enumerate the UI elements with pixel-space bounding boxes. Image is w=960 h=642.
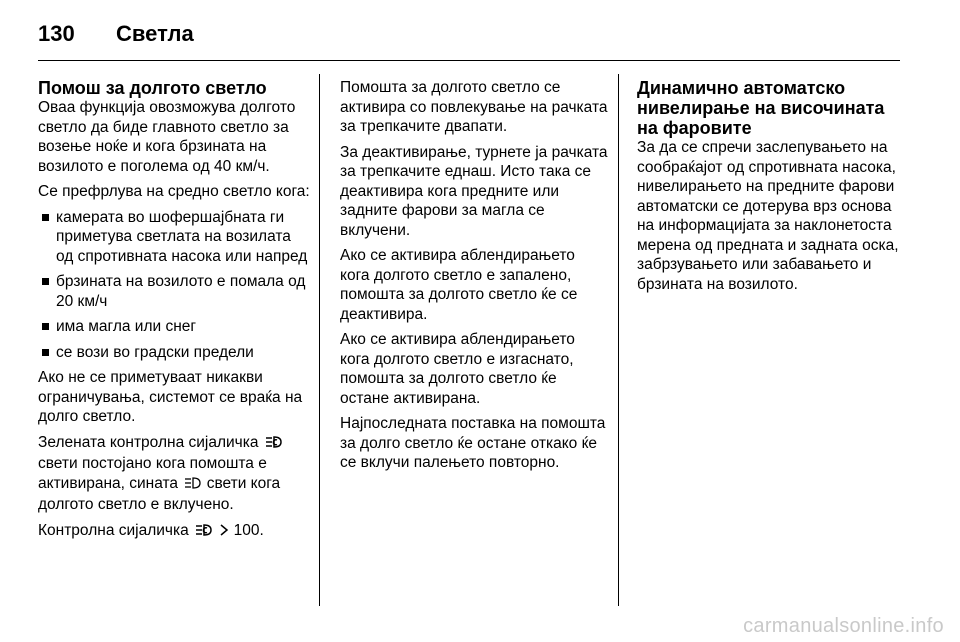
paragraph: За деактивирање, турнете ја рачката за трепкачите еднаш. Исто така се деактивира кога предните или задните фарови за магла се вклучени.: [340, 143, 608, 239]
paragraph-text: Зелената контролна сијаличка: [38, 433, 259, 451]
paragraph-text: свети постојано кога помошта е активирана, сината: [38, 455, 267, 492]
paragraph-text: свети кога долгото светло е вклучено.: [38, 474, 281, 513]
paragraph-control-indicators: [38, 433, 310, 515]
page-number: 130: [38, 21, 75, 46]
watermark: carmanualsonline.info: [743, 615, 944, 637]
column-left: [38, 78, 310, 548]
condition-list: [38, 208, 310, 363]
paragraph: Ако се активира аблендирањето кога долгото светло е изгаснато, помошта за долгото светло ќе остане активирана.: [340, 331, 575, 407]
paragraph-text: Контролна сијаличка: [38, 521, 189, 539]
chapter-title: Светла: [116, 21, 194, 46]
paragraph-reference: [38, 521, 310, 543]
paragraph: Ако не се приметуваат никакви ограничувања, системот се враќа на долго светло.: [38, 369, 303, 425]
paragraph: За да се спречи заслепувањето на сообраќајот од спротивната насока, нивелирањето на предните фарови автоматски се дотерува врз основа на информацијата за наклонетоста мерена од предната и задната оска, забрзувањето или забавањето и брзината на возилото.: [637, 139, 899, 293]
high-beam-assist-icon: [265, 435, 283, 455]
header-divider: [38, 60, 900, 61]
page-reference-arrow-icon: [219, 523, 229, 543]
paragraph: Оваа функција овозможува долгото светло да биде главното светло за возење ноќе и кога брзината на возилото е поголема од 40 км/ч.: [38, 99, 296, 175]
list-item: камерата во шофершајбната ги приметува светлата на возилата од спротивната насока или напред: [38, 208, 310, 267]
paragraph: Ако се активира аблендирањето кога долгото светло е запалено, помошта за долгото светло ќе се деактивира.: [340, 247, 578, 323]
page-header: [38, 14, 194, 54]
column-divider-left: [319, 74, 320, 606]
paragraph: Помошта за долгото светло се активира со повлекување на рачката за трепкачите двапати.: [340, 79, 608, 135]
column-middle: [340, 78, 608, 479]
list-item: се вози во градски предели: [38, 343, 310, 363]
page-reference: 100.: [233, 521, 264, 539]
paragraph: Најпоследната поставка на помошта за долго светло ќе остане откако ќе се вклучи палењето повторно.: [340, 415, 606, 471]
list-item: има магла или снег: [38, 317, 310, 337]
section-heading-headlight-levelling: Динамично автоматско нивелирање на височината на фаровите: [637, 78, 885, 138]
column-right: [637, 78, 907, 300]
section-heading-high-beam-assist: Помош за долгото светло: [38, 78, 267, 98]
high-beam-assist-icon: [195, 523, 213, 543]
paragraph: Се префрлува на средно светло кога:: [38, 183, 310, 200]
column-divider-right: [618, 74, 619, 606]
high-beam-icon: [184, 476, 202, 496]
list-item: брзината на возилото е помала од 20 км/ч: [38, 272, 310, 311]
